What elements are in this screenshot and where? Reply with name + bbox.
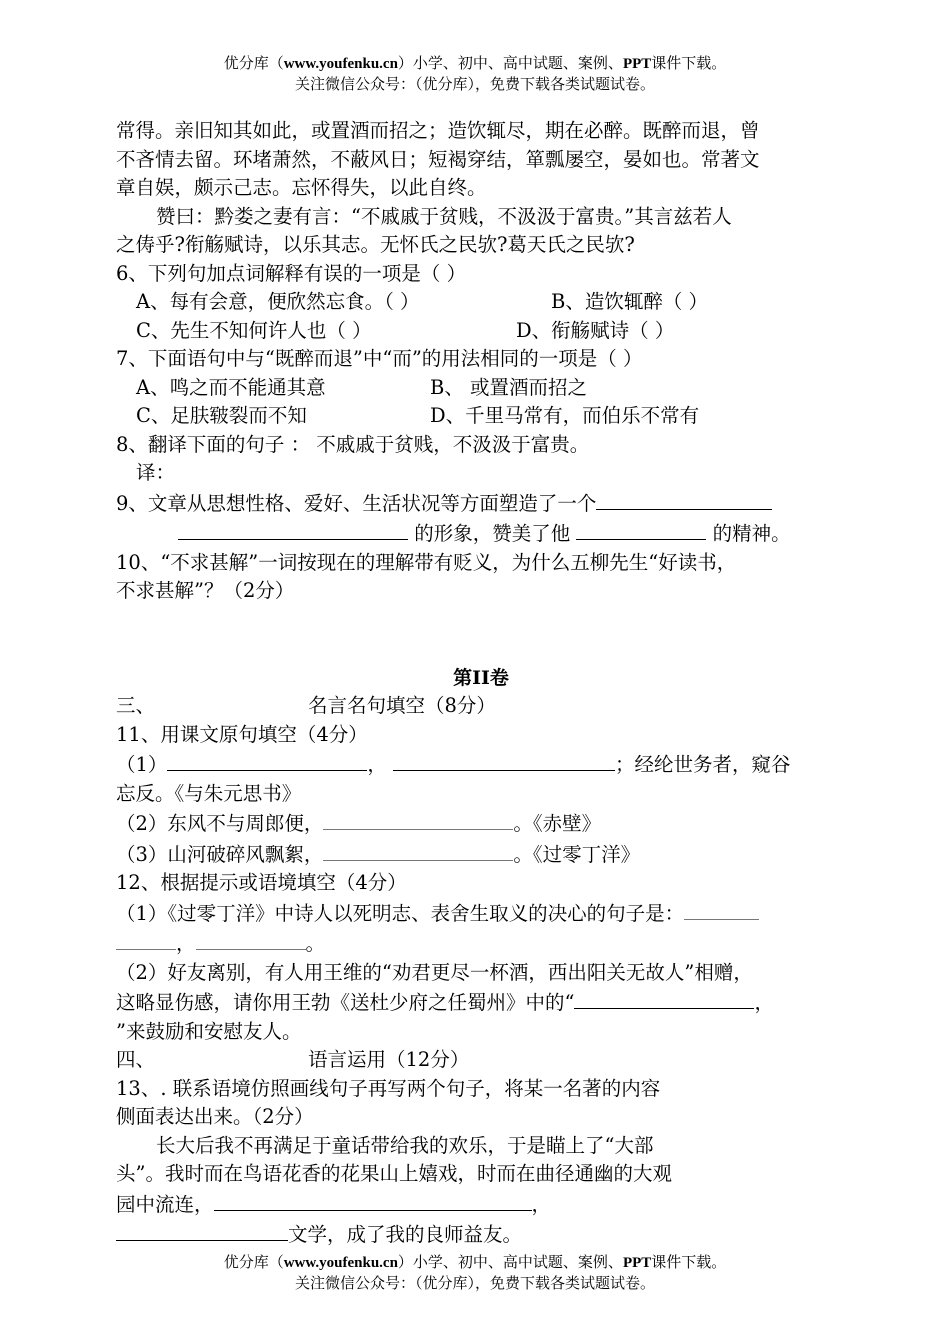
- header-line-1: 优分库（www.youfenku.cn）小学、初中、高中试题、案例、PPT课件下载。: [223, 54, 727, 72]
- q12-blank-2[interactable]: [116, 928, 176, 950]
- q13-blank-2[interactable]: [116, 1219, 288, 1241]
- q12-blank-1[interactable]: [684, 898, 759, 920]
- passage-line: 常得。亲旧知其如此，或置酒而招之；造饮辄尽，期在必醉。既醉而退，曾: [116, 119, 760, 142]
- section-title: 第II卷: [453, 666, 509, 689]
- question-9: 9、文章从思想性格、爱好、生活状况等方面塑造了一个: [116, 488, 846, 519]
- q9-blank-1[interactable]: [596, 488, 772, 510]
- q11-item-1: （1） ， ；经纶世务者，窥谷: [116, 749, 846, 780]
- q13-passage-line: 文学，成了我的良师益友。: [116, 1219, 846, 1250]
- q6-option-a: A、每有会意，便欣然忘食。（ ）: [136, 290, 420, 313]
- footer-line-2: 关注微信公众号：（优分库），免费下载各类试题试卷。: [294, 1274, 655, 1292]
- q13-blank-1[interactable]: [214, 1189, 532, 1211]
- q11-blank-1[interactable]: [167, 749, 367, 771]
- passage-line: 不吝情去留。环堵萧然，不蔽风日；短褐穿结，箪瓢屡空，晏如也。常著文: [116, 147, 760, 171]
- passage-line: 赞曰：黔娄之妻有言：“不戚戚于贫贱，不汲汲于富贵。”其言兹若人: [156, 204, 732, 228]
- q7-option-d: D、千里马常有，而伯乐不常有: [430, 404, 700, 427]
- question-11: 11、用课文原句填空（4分）: [116, 722, 368, 746]
- page-footer: [0, 1252, 950, 1293]
- question-6: 6、下列句加点词解释有误的一项是（ ）: [116, 261, 467, 285]
- q13-passage-line: 长大后我不再满足于童话带给我的欢乐，于是瞄上了“大部: [156, 1133, 654, 1157]
- question-12: 12、根据提示或语境填空（4分）: [116, 871, 407, 894]
- q6-option-b: B、造饮辄醉（ ）: [551, 290, 709, 313]
- q13-passage-line: 头”。我时而在鸟语花香的花果山上嬉戏，时而在曲径通幽的大观: [116, 1162, 672, 1185]
- q12-item-1-cont: ， 。: [116, 928, 846, 959]
- q12-item-2: （2）好友离别，有人用王维的“劝君更尽一杯酒，西出阳关无故人”相赠，: [116, 960, 753, 984]
- q11-blank-4[interactable]: [323, 839, 513, 861]
- question-9-cont: 的形象，赞美了他 的精神。: [116, 518, 846, 549]
- q7-option-c: C、足肤皲裂而不知: [136, 404, 307, 427]
- question-7: 7、下面语句中与“既醉而退”中“而”的用法相同的一项是（ ）: [116, 347, 643, 370]
- q6-option-c: C、先生不知何许人也（ ）: [136, 318, 372, 342]
- q12-blank-4[interactable]: [574, 987, 754, 1009]
- q6-option-d: D、衔觞赋诗（ ）: [516, 318, 675, 342]
- page-content: [116, 117, 846, 1250]
- q11-blank-2[interactable]: [393, 749, 615, 771]
- footer-line-1: 优分库（www.youfenku.cn）小学、初中、高中试题、案例、PPT课件下载。: [223, 1253, 727, 1271]
- header-line-2: 关注微信公众号：（优分库），免费下载各类试题试卷。: [294, 75, 655, 93]
- page-header-top: [0, 53, 950, 94]
- part-4-heading: 四、 语言运用（12分）: [116, 1048, 470, 1071]
- question-8: 8、翻译下面的句子 ： 不戚戚于贫贱，不汲汲于富贵。: [116, 432, 590, 456]
- part-3-heading: 三、 名言名句填空（8分）: [116, 694, 496, 717]
- q12-item-1: （1）《过零丁洋》中诗人以死明志、表舍生取义的决心的句子是：: [116, 898, 846, 929]
- question-13: 13、. 联系语境仿照画线句子再写两个句子，将某一名著的内容: [116, 1076, 661, 1100]
- question-10: 10、“不求甚解”一词按现在的理解带有贬义，为什么五柳先生“好读书，: [116, 550, 737, 574]
- q6-options-row-1: [116, 288, 846, 317]
- q7-option-a: A、鸣之而不能通其意: [136, 375, 326, 399]
- q6-options-row-2: [116, 317, 846, 346]
- q12-item-2-end: ”来鼓励和安慰友人。: [116, 1019, 302, 1043]
- passage-line: 之俦乎?衔觞赋诗，以乐其志。无怀氏之民欤?葛天氏之民欤?: [116, 233, 635, 256]
- q9-blank-2[interactable]: [178, 518, 408, 540]
- q7-options-row-1: [116, 374, 846, 403]
- question-10-cont: 不求甚解”？（2分）: [116, 579, 295, 602]
- q12-blank-3[interactable]: [196, 928, 306, 950]
- q7-options-row-2: [116, 402, 846, 431]
- q13-passage-line: 园中流连， ，: [116, 1189, 846, 1220]
- q7-option-b: B、 或置酒而招之: [430, 375, 588, 399]
- passage-line: 章自娱，颇示己志。忘怀得失，以此自终。: [116, 176, 487, 199]
- q8-answer-label: 译：: [136, 461, 176, 484]
- q11-item-1-cont: 忘反。《与朱元思书》: [116, 781, 302, 805]
- q9-blank-3[interactable]: [576, 518, 706, 540]
- q11-blank-3[interactable]: [323, 808, 513, 830]
- q11-item-3: （3）山河破碎风飘絮， 。《过零丁洋》: [116, 839, 846, 870]
- q11-item-2: （2）东风不与周郎便， 。《赤壁》: [116, 808, 846, 839]
- question-13-cont: 侧面表达出来。（2分）: [116, 1105, 314, 1128]
- q12-item-2-cont: 这略显伤感，请你用王勃《送杜少府之任蜀州》中的“ ，: [116, 987, 846, 1018]
